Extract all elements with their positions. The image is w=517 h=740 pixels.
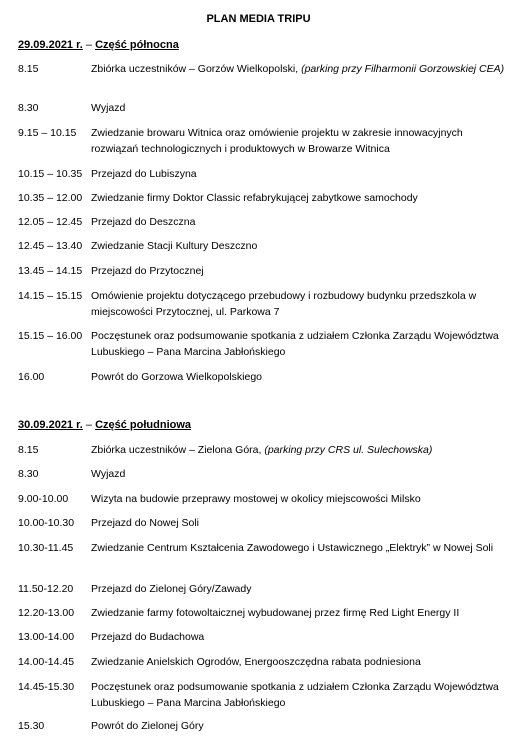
row-time: 11.50-12.20 — [18, 583, 74, 595]
row-description: Powrót do Gorzowa Wielkopolskiego — [91, 371, 262, 383]
day-part: Część północna — [95, 39, 179, 51]
row-time: 8.15 — [18, 444, 39, 456]
row-time: 14.45-15.30 — [18, 681, 75, 693]
document-title: PLAN MEDIA TRIPU — [206, 13, 311, 25]
day-date: 29.09.2021 r. — [18, 39, 83, 51]
row-description: Przejazd do Przytocznej — [91, 265, 204, 277]
row-description: Zwiedzanie firmy Doktor Classic refabrykującej zabytkowe samochody — [91, 192, 418, 204]
row-time: 12.05 – 12.45 — [18, 216, 83, 228]
row-time: 12.20-13.00 — [18, 607, 75, 619]
row-time: 13.45 – 14.15 — [18, 265, 83, 277]
row-description: Wyjazd — [91, 102, 126, 114]
row-description: Zwiedzanie farmy fotowoltaicznej wybudowanej przez firmę Red Light Energy II — [91, 607, 460, 619]
row-note: (parking przy Filharmonii Gorzowskiej CEA) — [301, 63, 505, 75]
day-part: Część południowa — [95, 419, 192, 431]
row-time: 8.30 — [18, 102, 39, 114]
row-time: 8.15 — [18, 63, 39, 75]
row-description — [91, 61, 511, 77]
row-description: Poczęstunek oraz podsumowanie spotkania z udziałem Członka Zarządu Województwa Lubuskiego – Pana Marcina Jabłońskiego — [91, 330, 499, 358]
row-time: 16.00 — [18, 371, 45, 383]
row-description: Zwiedzanie Stacji Kultury Deszczno — [91, 240, 258, 252]
day-separator: – — [82, 39, 96, 51]
day-heading-south — [18, 418, 191, 432]
row-time: 9.15 – 10.15 — [18, 127, 77, 139]
row-description: Zwiedzanie browaru Witnica oraz omówienie projektu w zakresie innowacyjnych rozwiązań technologicznych i produktowych w Browarze Witnica — [91, 127, 463, 155]
row-description: Zwiedzanie Centrum Kształcenia Zawodowego i Ustawicznego „Elektryk” w Nowej Soli — [91, 542, 494, 554]
row-note: (parking przy CRS ul. Sulechowska) — [264, 444, 433, 456]
row-description — [91, 442, 511, 458]
row-time: 15.15 – 16.00 — [18, 330, 83, 342]
row-time: 14.15 – 15.15 — [18, 290, 83, 302]
row-description: Wizyta na budowie przeprawy mostowej w okolicy miejscowości Milsko — [91, 493, 421, 505]
row-description: Omówienie projektu dotyczącego przebudowy i rozbudowy budynku przedszkola w miejscowości Przytocznej, ul. Parkowa 7 — [91, 290, 477, 318]
row-time: 15.30 — [18, 720, 45, 732]
row-time: 10.15 – 10.35 — [18, 168, 83, 180]
row-time: 9.00-10.00 — [18, 493, 69, 505]
row-description: Poczęstunek oraz podsumowanie spotkania z udziałem Członka Zarządu Województwa Lubuskiego – Pana Marcina Jabłońskiego — [91, 681, 499, 709]
row-time: 10.35 – 12.00 — [18, 192, 83, 204]
row-time: 8.30 — [18, 468, 39, 480]
row-description: Przejazd do Deszczna — [91, 216, 196, 228]
row-description: Przejazd do Nowej Soli — [91, 517, 199, 529]
day-heading-north — [18, 38, 179, 52]
row-text: Zbiórka uczestników – Zielona Góra, — [91, 444, 265, 456]
row-description: Przejazd do Budachowa — [91, 631, 205, 643]
day-separator: – — [82, 419, 96, 431]
row-description: Przejazd do Lubiszyna — [91, 168, 197, 180]
day-date: 30.09.2021 r. — [18, 419, 83, 431]
row-description: Przejazd do Zielonej Góry/Zawady — [91, 583, 252, 595]
row-time: 14.00-14.45 — [18, 656, 75, 668]
row-description: Powrót do Zielonej Góry — [91, 720, 204, 732]
row-time: 10.00-10.30 — [18, 517, 75, 529]
row-time: 13.00-14.00 — [18, 631, 75, 643]
row-time: 12.45 – 13.40 — [18, 240, 83, 252]
row-text: Zbiórka uczestników – Gorzów Wielkopolski, — [91, 63, 302, 75]
row-description: Wyjazd — [91, 468, 126, 480]
row-time: 10.30-11.45 — [18, 542, 74, 554]
row-description: Zwiedzanie Anielskich Ogrodów, Energooszczędna rabata podniesiona — [91, 656, 421, 668]
